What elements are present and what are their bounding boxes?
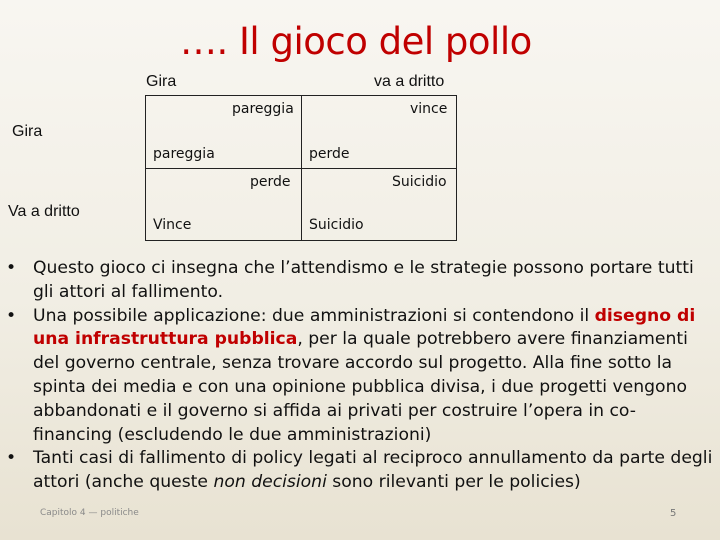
cell-r2c1-b: perde <box>250 174 291 190</box>
bullet-item <box>6 305 714 448</box>
cell-r2c1-a: Vince <box>153 217 192 233</box>
page-number: 5 <box>670 508 677 519</box>
bullet-text: sono rilevanti per le policies) <box>326 472 581 493</box>
grid-line <box>456 95 457 241</box>
grid-line <box>301 95 302 241</box>
row-header-gira: Gira <box>12 123 43 140</box>
bullet-highlight: disegno di una infrastruttura pubblica <box>33 305 696 350</box>
slide-title: …. Il gioco del pollo <box>180 20 532 63</box>
bullet-text: , per la quale potrebbero avere finanziamenti del governo centrale, senza trovare accordo sul progetto. Alla fine sotto la spinta dei media e con una opinione pubblica divisa, i due progetti vengono abbandonati e il governo si affida ai privati per costruire l’opera in co-financing (escludendo le due amministrazioni) <box>33 329 688 445</box>
col-header-gira: Gira <box>146 73 177 90</box>
cell-r1c2-b: vince <box>410 101 448 117</box>
bullet-item <box>6 447 714 495</box>
bullet-item <box>6 257 714 305</box>
bullet-list <box>6 257 714 495</box>
cell-r1c1-b: pareggia <box>232 101 294 117</box>
row-header-va-a-dritto: Va a dritto <box>8 203 80 220</box>
bullet-dot-icon: • <box>6 258 17 278</box>
bullet-dot-icon: • <box>6 448 17 469</box>
bullet-italic: non decisioni <box>213 472 327 493</box>
bullet-dot-icon: • <box>6 305 17 326</box>
footer-text: Capitolo 4 — politiche <box>40 508 139 518</box>
bullet-text: Una possibile applicazione: due amministrazioni si contendono il <box>33 305 595 326</box>
cell-r1c1-a: pareggia <box>153 146 215 162</box>
bullet-text: Questo gioco ci insegna che l’attendismo e le strategie possono portare tutti gli attori al fallimento. <box>33 258 694 302</box>
bullet-text: Tanti casi di fallimento di policy legati al reciproco annullamento da parte degli attori (anche queste <box>33 448 713 493</box>
col-header-va-a-dritto: va a dritto <box>374 73 445 90</box>
grid-line <box>145 95 146 241</box>
cell-r2c2-a: Suicidio <box>309 217 364 233</box>
cell-r1c2-a: perde <box>309 146 350 162</box>
cell-r2c2-b: Suicidio <box>392 174 447 190</box>
